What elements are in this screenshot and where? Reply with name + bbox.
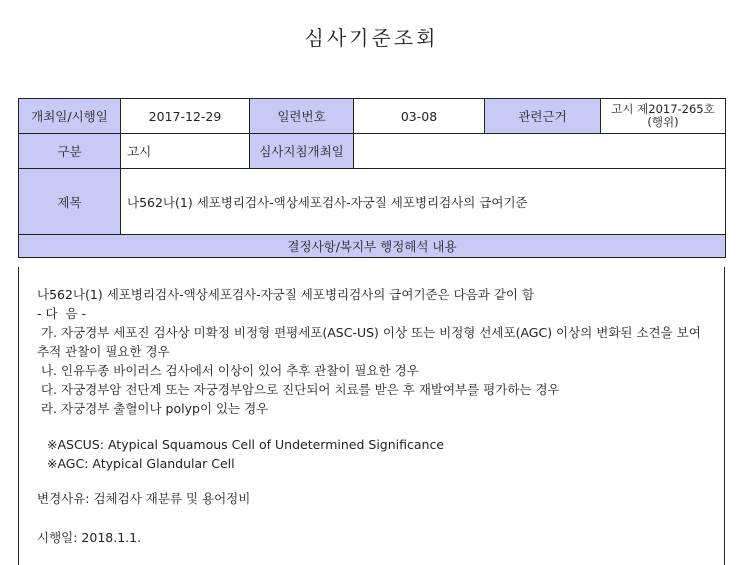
date-label: 개최일/시행일 [19, 99, 121, 134]
basis-label: 관련근거 [485, 99, 601, 134]
content-line: 나. 인유두종 바이러스 검사에서 이상이 있어 추후 관찰이 필요한 경우 [37, 363, 419, 378]
change-reason: 변경사유: 검체검사 재분류 및 용어정비 [37, 491, 251, 506]
criteria-info-table [18, 98, 726, 258]
content-line: 다. 자궁경부암 전단계 또는 자궁경부암으로 진단되어 치료를 받은 후 재발여부를 평가하는 경우 [37, 382, 560, 397]
serial-value: 03-08 [354, 99, 485, 134]
decision-section-header: 결정사항/복지부 행정해석 내용 [19, 235, 726, 258]
content-line: - 다 음 - [37, 306, 87, 321]
subject-value: 나562나(1) 세포병리검사-액상세포검사-자궁질 세포병리검사의 급여기준 [121, 169, 726, 235]
note-line: ※AGC: Atypical Glandular Cell [47, 456, 235, 471]
note-line: ※ASCUS: Atypical Squamous Cell of Undetermined Significance [47, 437, 445, 452]
category-value: 고시 [121, 134, 250, 169]
content-line: 가. 자궁경부 세포진 검사상 미확정 비정형 편평세포(ASC-US) 이상 또는 비정형 선세포(AGC) 이상의 변화된 소견을 보여 추적 관찰이 필요한 경우 [37, 325, 705, 359]
decision-content [18, 267, 725, 565]
serial-label: 일련번호 [250, 99, 354, 134]
basis-value: 고시 제2017-265호(행위) [601, 99, 726, 134]
committee-date-label: 심사지침개최일 [250, 134, 354, 169]
content-line: 나562나(1) 세포병리검사-액상세포검사-자궁질 세포병리검사의 급여기준은 다음과 같이 함 [37, 287, 535, 302]
date-value: 2017-12-29 [121, 99, 250, 134]
content-line: 라. 자궁경부 출혈이나 polyp이 있는 경우 [37, 401, 269, 416]
category-label: 구분 [19, 134, 121, 169]
effective-date: 시행일: 2018.1.1. [37, 530, 142, 545]
page-title: 심사기준조회 [304, 26, 439, 50]
subject-label: 제목 [19, 169, 121, 235]
committee-date-value [354, 134, 726, 169]
